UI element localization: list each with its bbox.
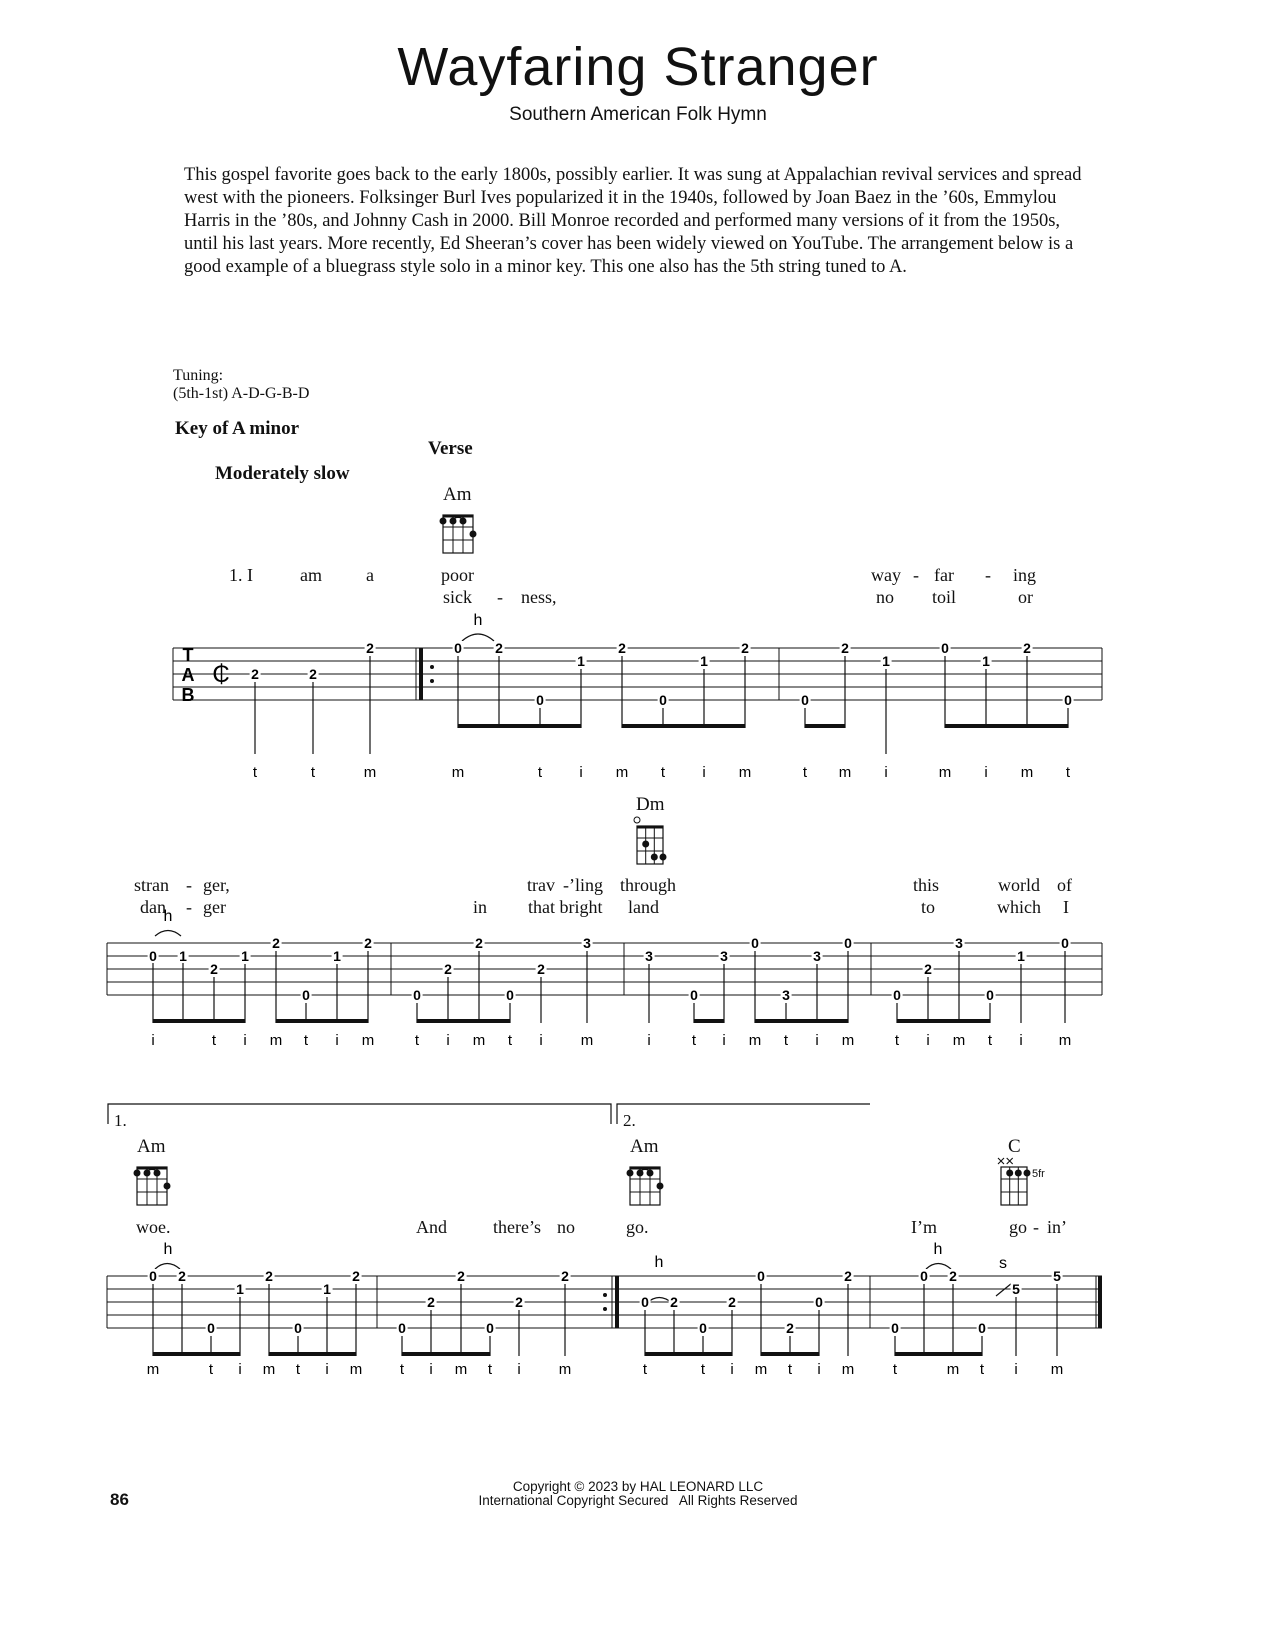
tab-clef-letter: T [182,645,194,665]
page-number: 86 [110,1490,129,1509]
finger-label: m [558,1361,572,1378]
finger-label: m [349,1361,363,1378]
chord-name-dm: Dm [636,794,665,815]
fret-number: 5 [1053,1268,1061,1284]
fret-number: 3 [813,948,821,964]
finger-label: i [722,1032,726,1049]
fret-number: 2 [251,666,259,682]
fret-number: 0 [149,1268,157,1284]
finger-label: i [238,1361,242,1378]
fret-number: 2 [537,961,545,977]
chord-diagram-dm [634,817,667,864]
fret-number: 2 [366,640,374,656]
fret-number: 3 [645,948,653,964]
fret-number: 0 [986,987,994,1003]
fret-number: 0 [506,987,514,1003]
fret-number: 2 [457,1268,465,1284]
lyric: in’ [1047,1217,1067,1237]
hammer-on-label: h [654,1254,664,1271]
lyric: or [1018,587,1033,607]
fret-number: 0 [699,1320,707,1336]
song-title: Wayfaring Stranger [397,37,879,97]
slide-label: s [999,1255,1007,1272]
lyric: trav [527,875,555,895]
fret-number: 0 [302,987,310,1003]
finger-label: m [580,1032,594,1049]
finger-label: i [926,1032,930,1049]
lyric: world [998,875,1040,895]
finger-label: i [702,764,706,781]
finger-label: t [295,1361,301,1378]
finger-label: i [1019,1032,1023,1049]
fret-number: 1 [241,948,249,964]
fret-number: 2 [210,961,218,977]
lyric: am [300,565,322,585]
finger-label: m [454,1361,468,1378]
finger-label: t [310,764,316,781]
tab-staff-2 [107,943,1102,995]
tab-clef-letter: B [181,685,195,705]
fret-number: 0 [893,987,901,1003]
fret-number: 1 [700,653,708,669]
fret-number: 2 [352,1268,360,1284]
fret-number: 0 [398,1320,406,1336]
finger-label: t [487,1361,493,1378]
finger-label: t [252,764,258,781]
fret-number: 2 [949,1268,957,1284]
finger-label: m [1058,1032,1072,1049]
finger-label: t [208,1361,214,1378]
chord-name-am: Am [443,484,472,505]
lyric: sick [443,587,472,607]
lyric: this [913,875,940,895]
finger-label: m [748,1032,762,1049]
lyric-hyphen: - [497,587,503,607]
finger-label: i [325,1361,329,1378]
finger-label: i [730,1361,734,1378]
chord-diagram-am [134,1167,171,1205]
finger-label: t [399,1361,405,1378]
finger-label: i [539,1032,543,1049]
lyric: which [997,897,1041,917]
lyric: that bright [528,897,603,917]
finger-label: m [754,1361,768,1378]
finger-label: t [892,1361,898,1378]
copyright-line: Copyright © 2023 by HAL LEONARD LLC [512,1479,764,1494]
chord-fret-label: 5fr [1032,1168,1045,1180]
finger-label: t [414,1032,420,1049]
finger-label: m [262,1361,276,1378]
finger-label: t [303,1032,309,1049]
first-ending-label: 1. [114,1111,127,1130]
intro-paragraph: This gospel favorite goes back to the early 1800s, possibly earlier. It was sung at Appalachian revival services and spread west with the pioneers. Folksinger Burl Ives popularized it in the 1940s, followed by Joan Baez in the ’60s, Emmylou Harris in the ’80s, and Johnny Cash in 2000. Bill Monroe recorded and performed many versions of it from the 1950s, until his last years. More recently, Ed Sheeran’s cover has been widely viewed on YouTube. The arrangement below is a good example of a bluegrass style solo in a minor key. This one also has the 5th string tuned to A. [184,165,1082,277]
key-signature-label: Key of A minor [175,418,300,439]
finger-label: i [647,1032,651,1049]
fret-number: 0 [1061,935,1069,951]
fret-number: 2 [841,640,849,656]
fret-number: 0 [659,692,667,708]
tab-clef-letter: A [181,665,195,685]
lyric-hyphen: - [186,875,192,895]
second-ending-label: 2. [623,1111,636,1130]
fret-number: 0 [294,1320,302,1336]
finger-label: i [517,1361,521,1378]
finger-label: t [211,1032,217,1049]
lyric-hyphen: - [985,565,991,585]
fret-number: 0 [413,987,421,1003]
fret-number: 2 [475,935,483,951]
lyric: I’m [911,1217,937,1237]
fret-number: 2 [741,640,749,656]
lyric: go. [626,1217,649,1237]
finger-label: i [579,764,583,781]
fret-number: 2 [427,1294,435,1310]
fret-number: 2 [309,666,317,682]
lyric: through [620,875,676,895]
lyric: way [871,565,901,585]
lyric: ger [203,897,226,917]
second-ending-bracket [617,1104,870,1124]
fret-number: 1 [882,653,890,669]
lyric: woe. [136,1217,171,1237]
fret-number: 0 [149,948,157,964]
fret-number: 3 [955,935,963,951]
finger-label: t [507,1032,513,1049]
chord-diagram-am [440,515,477,553]
fret-number: 2 [444,961,452,977]
fret-number: 0 [920,1268,928,1284]
fret-number: 2 [844,1268,852,1284]
lyric: of [1057,875,1072,895]
tuning-value: (5th-1st) A-D-G-B-D [173,385,310,402]
fret-number: 0 [815,1294,823,1310]
fret-number: 0 [454,640,462,656]
finger-label: t [660,764,666,781]
chord-diagram-c [998,1158,1031,1205]
finger-label: t [642,1361,648,1378]
fingerings-system-2 [151,1032,1071,1049]
fret-number: 1 [982,653,990,669]
finger-label: i [984,764,988,781]
finger-label: t [1065,764,1071,781]
beams-system-3 [153,1352,982,1356]
fingerings-system-1 [253,764,1071,781]
fret-number: 2 [272,935,280,951]
fret-number: 1 [1017,948,1025,964]
fret-number: 2 [265,1268,273,1284]
lyric: land [628,897,659,917]
fret-number: 0 [941,640,949,656]
first-ending-bracket [108,1104,611,1124]
tempo-label: Moderately slow [215,463,350,484]
fret-number: 2 [786,1320,794,1336]
lyric: far [934,565,954,585]
finger-label: m [361,1032,375,1049]
beams-system-2 [153,1019,990,1023]
fret-number: 0 [978,1320,986,1336]
fret-number: 0 [690,987,698,1003]
song-subtitle: Southern American Folk Hymn [509,104,767,125]
fret-number: 3 [720,948,728,964]
lyric: ing [1013,565,1037,585]
hammer-on-label: h [473,612,483,629]
finger-label: t [894,1032,900,1049]
fret-number: 2 [178,1268,186,1284]
beams-system-1 [458,724,1068,728]
finger-label: m [1050,1361,1064,1378]
finger-label: t [700,1361,706,1378]
lyric-hyphen: - [186,897,192,917]
finger-label: m [952,1032,966,1049]
fret-number: 0 [207,1320,215,1336]
finger-label: t [537,764,543,781]
fret-number: 0 [757,1268,765,1284]
lyric: there’s [493,1217,541,1237]
fingerings-system-3 [147,1361,1064,1378]
fret-number: 2 [495,640,503,656]
chord-name-am: Am [630,1136,659,1157]
lyric: 1. I [229,565,253,585]
finger-label: m [363,764,377,781]
finger-label: m [938,764,952,781]
lyric: in [473,897,488,917]
lyric: to [921,897,936,917]
finger-label: t [802,764,808,781]
fret-number: 0 [751,935,759,951]
lyric: a [366,565,374,585]
finger-label: i [884,764,888,781]
lyric: no [557,1217,575,1237]
finger-label: m [146,1361,160,1378]
lyric: ger, [203,875,230,895]
fret-number: 0 [891,1320,899,1336]
finger-label: i [1014,1361,1018,1378]
finger-label: i [429,1361,433,1378]
tuning-label: Tuning: [173,367,224,384]
fret-number: 1 [577,653,585,669]
finger-label: i [817,1361,821,1378]
finger-label: t [783,1032,789,1049]
finger-label: m [451,764,465,781]
finger-label: m [841,1032,855,1049]
time-signature: ₵ [212,661,230,688]
fret-number: 1 [236,1281,244,1297]
lyric: stran [134,875,169,895]
fret-number: 2 [670,1294,678,1310]
fret-number: 2 [728,1294,736,1310]
fret-number: 2 [924,961,932,977]
fret-number: 3 [583,935,591,951]
fret-number: 0 [486,1320,494,1336]
finger-label: i [815,1032,819,1049]
finger-label: i [151,1032,155,1049]
finger-label: t [979,1361,985,1378]
lyric: poor [441,565,474,585]
lyric: ness, [521,587,557,607]
finger-label: m [269,1032,283,1049]
fret-number: 0 [536,692,544,708]
finger-label: m [838,764,852,781]
section-label: Verse [428,438,473,459]
fret-number: 0 [641,1294,649,1310]
chord-name-c: C [1008,1136,1021,1157]
finger-label: m [738,764,752,781]
finger-label: m [472,1032,486,1049]
fret-number: 0 [1064,692,1072,708]
fret-number: 2 [618,640,626,656]
fret-number: 2 [561,1268,569,1284]
fret-number: 3 [782,987,790,1003]
finger-label: t [787,1361,793,1378]
lyric: go [1009,1217,1027,1237]
lyric-hyphen: - [913,565,919,585]
fret-number: 2 [364,935,372,951]
finger-label: i [446,1032,450,1049]
fret-number: 2 [1023,640,1031,656]
lyric: no [876,587,894,607]
lyric: And [416,1217,447,1237]
finger-label: t [987,1032,993,1049]
lyric: dan [140,897,166,917]
fret-number: 2 [515,1294,523,1310]
finger-label: i [335,1032,339,1049]
hammer-on-label: h [163,1241,173,1258]
finger-label: i [243,1032,247,1049]
hammer-on-label: h [933,1241,943,1258]
finger-label: m [615,764,629,781]
fret-number: 5 [1012,1281,1020,1297]
lyric-hyphen: - [1033,1217,1039,1237]
fret-number: 1 [179,948,187,964]
fret-number: 0 [844,935,852,951]
lyric: -’ling [563,875,603,895]
chord-diagram-am [627,1167,664,1205]
finger-label: m [841,1361,855,1378]
lyric: I [1063,897,1069,917]
finger-label: t [691,1032,697,1049]
chord-name-am: Am [137,1136,166,1157]
lyric: toil [932,587,957,607]
fret-number: 1 [323,1281,331,1297]
finger-label: m [1020,764,1034,781]
fret-number: 0 [801,692,809,708]
rights-line: International Copyright Secured All Rights Reserved [478,1493,798,1508]
fret-number: 1 [333,948,341,964]
finger-label: m [946,1361,960,1378]
hammer-on-label: h [163,908,173,925]
